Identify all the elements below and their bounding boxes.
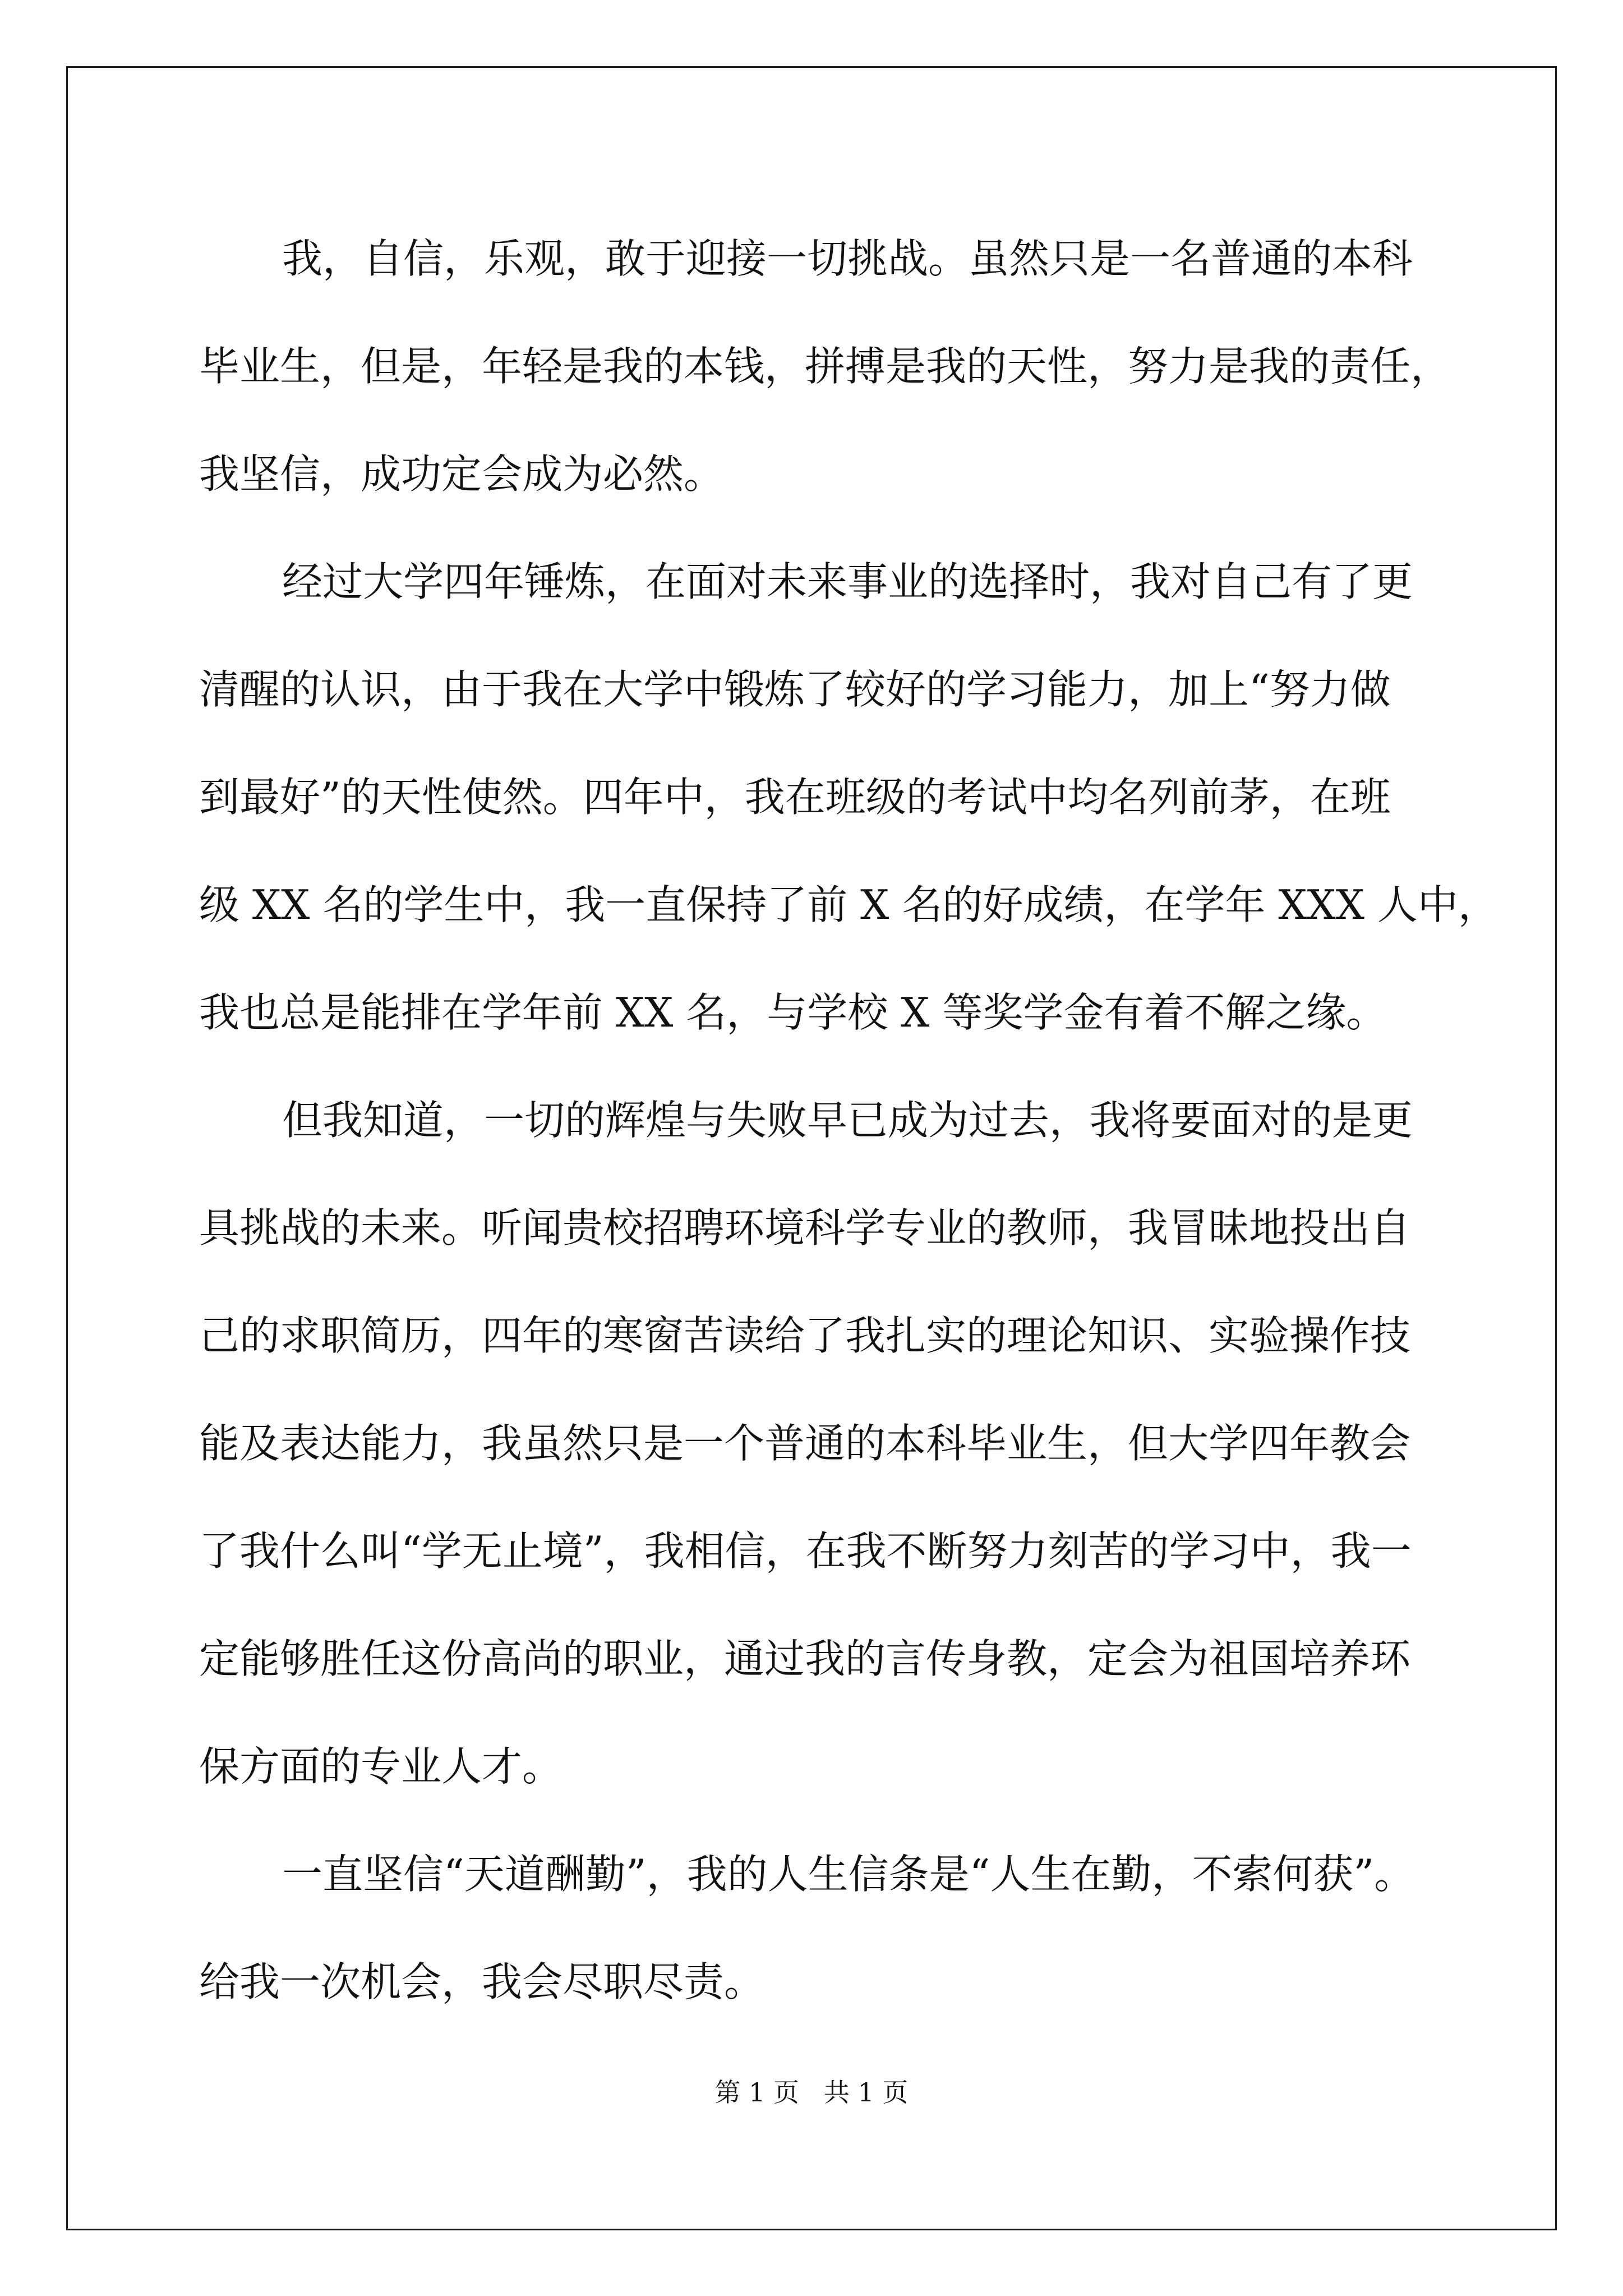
document-body bbox=[199, 205, 1498, 2036]
paragraph-3-line-4: 能及表达能力，我虽然只是一个普通的本科毕业生，但大学四年教会 bbox=[199, 1420, 1411, 1467]
paragraph-2-line-3: 到最好”的天性使然。四年中，我在班级的考试中均名列前茅，在班 bbox=[199, 774, 1391, 821]
paragraph-2-line-1: 经过大学四年锤炼，在面对未来事业的选择时，我对自己有了更 bbox=[282, 558, 1413, 605]
paragraph-4-line-2: 给我一次机会，我会尽职尽责。 bbox=[199, 1958, 765, 2005]
paragraph-1-line-1: 我，自信，乐观，敢于迎接一切挑战。虽然只是一名普通的本科 bbox=[282, 235, 1413, 282]
paragraph-2-line-5: 我也总是能排在学年前 XX 名，与学校 X 等奖学金有着不解之缘。 bbox=[199, 989, 1387, 1036]
paragraph-2-line-4: 级 XX 名的学生中，我一直保持了前 X 名的好成绩，在学年 XXX 人中， bbox=[199, 881, 1498, 928]
paragraph-3-line-7: 保方面的专业人才。 bbox=[199, 1743, 563, 1790]
paragraph-2-line-2: 清醒的认识，由于我在大学中锻炼了较好的学习能力，加上“努力做 bbox=[199, 666, 1391, 713]
paragraph-1-line-2: 毕业生，但是，年轻是我的本钱，拼搏是我的天性，努力是我的责任， bbox=[199, 343, 1451, 390]
paragraph-3-line-1: 但我知道，一切的辉煌与失败早已成为过去，我将要面对的是更 bbox=[282, 1097, 1413, 1144]
paragraph-3-line-3: 己的求职简历，四年的寒窗苦读给了我扎实的理论知识、实验操作技 bbox=[199, 1312, 1411, 1359]
page-footer bbox=[0, 2076, 1623, 2109]
paragraph-3-line-5: 了我什么叫“学无止境”，我相信，在我不断努力刻苦的学习中，我一 bbox=[199, 1527, 1412, 1575]
paragraph-3-line-2: 具挑战的未来。听闻贵校招聘环境科学专业的教师，我冒昧地投出自 bbox=[199, 1204, 1411, 1251]
paragraph-1-line-3: 我坚信，成功定会成为必然。 bbox=[199, 450, 725, 498]
paragraph-4-line-1: 一直坚信“天道酬勤”，我的人生信条是“人生在勤，不索何获”。 bbox=[282, 1851, 1415, 1898]
paragraph-3-line-6: 定能够胜任这份高尚的职业，通过我的言传身教，定会为祖国培养环 bbox=[199, 1635, 1411, 1682]
page-number-label: 第 1 页 共 1 页 bbox=[714, 2077, 909, 2108]
